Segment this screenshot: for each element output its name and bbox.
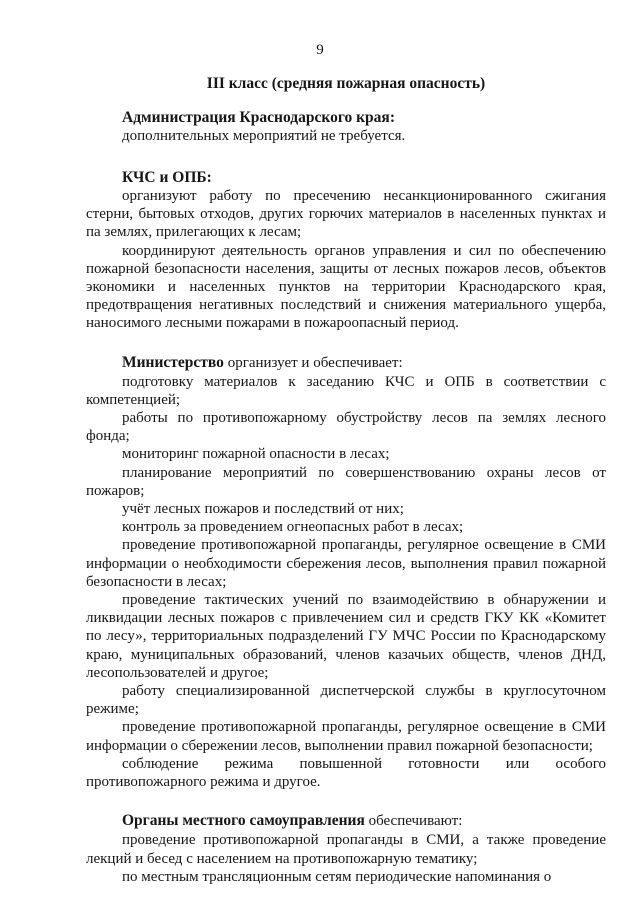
section-heading-rest: организует и обеспечивает: bbox=[223, 354, 403, 371]
section-lead bbox=[122, 811, 606, 831]
paragraph: соблюдение режима повышенной готовности или особого противопожарного режима и другое. bbox=[86, 755, 606, 791]
section-kchs bbox=[86, 168, 606, 333]
section-heading: Министерство bbox=[122, 353, 224, 371]
section-heading: Администрация Краснодарского края: bbox=[122, 109, 395, 126]
paragraph: мониторинг пожарной опасности в лесах; bbox=[122, 446, 390, 463]
paragraph: подготовку материалов к заседанию КЧС и ОПБ в соответствии с компетенцией; bbox=[86, 373, 606, 408]
section-heading-rest: обеспечивают: bbox=[364, 813, 463, 830]
fire-class-title: III класс (средняя пожарная опасность) bbox=[206, 75, 486, 92]
paragraph: проведение тактических учений по взаимодействию в обнаружении и ликвидации лесных пожаров с привлечением сил и средств ГКУ КК «Комитет по лесу», территориальных подразделений ГУ МЧС России по Краснодарскому краю, муниципальных образований, членов казачьих обществ, членов ДНД, лесопользователей и другое; bbox=[86, 592, 606, 681]
section-local-government bbox=[86, 811, 606, 886]
paragraph: проведение противопожарной пропаганды в СМИ, а также проведение лекций и бесед с населением на противопожарную тематику; bbox=[86, 832, 606, 867]
section-administration bbox=[86, 108, 606, 146]
section-heading: Органы местного самоуправления bbox=[122, 812, 365, 830]
paragraph: работы по противопожарному обустройству лесов па землях лесного фонда; bbox=[86, 410, 606, 445]
paragraph: по местным трансляционным сетям периодические напоминания о bbox=[122, 868, 552, 885]
section-heading: КЧС и ОПБ: bbox=[122, 169, 212, 186]
paragraph: проведение противопожарной пропаганды, регулярное освещение в СМИ информации о необходимости сбережения лесов, выполнения правил пожарной безопасности в лесах; bbox=[86, 537, 606, 590]
paragraph: контроль за проведением огнеопасных работ в лесах; bbox=[122, 519, 464, 536]
paragraph: работу специализированной диспетчерской службы в круглосуточном режиме; bbox=[86, 683, 606, 718]
paragraph: организуют работу по пресечению несанкционированного сжигания стерни, бытовых отходов, других горючих материалов в населенных пунктах и па землях, прилегающих к лесам; bbox=[86, 188, 606, 241]
paragraph: планирование мероприятий по совершенствованию охраны лесов от пожаров; bbox=[86, 464, 606, 499]
paragraph: проведение противопожарной пропаганды, регулярное освещение в СМИ информации о сбережении лесов, выполнении правил пожарной безопасности; bbox=[86, 719, 606, 754]
section-lead bbox=[122, 353, 606, 373]
section-ministry bbox=[86, 353, 606, 792]
paragraph: дополнительных мероприятий не требуется. bbox=[122, 128, 406, 144]
paragraph: координируют деятельность органов управления и сил по обеспечению пожарной безопасности населения, защиты от лесных пожаров лесов, объектов экономики и населенных пунктов на территории Краснодарского края, предотвращения негативных последствий и снижения материального ущерба, наносимого лесными пожарами в пожароопасный период. bbox=[86, 242, 606, 332]
page-number: 9 bbox=[316, 42, 324, 58]
document-body bbox=[86, 108, 606, 886]
paragraph: учёт лесных пожаров и последствий от них; bbox=[122, 501, 404, 518]
